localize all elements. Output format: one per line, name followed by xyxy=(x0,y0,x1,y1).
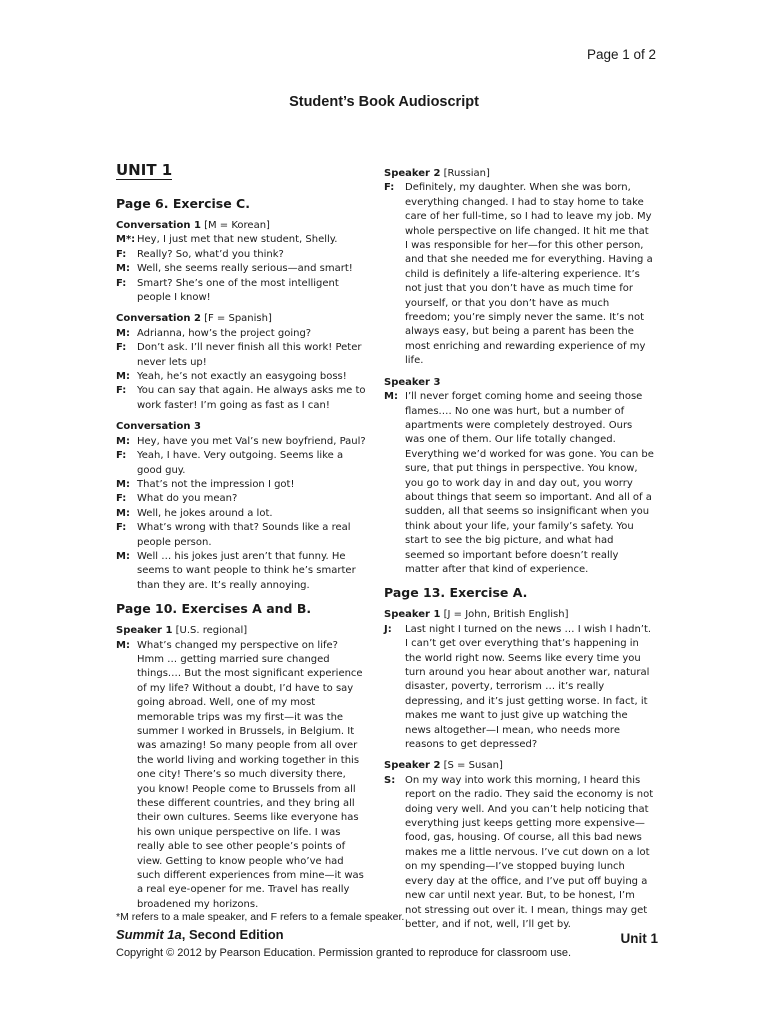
speaker-tag: F: xyxy=(384,182,395,194)
book-edition: , Second Edition xyxy=(181,927,284,942)
dialogue-text: What do you mean? xyxy=(137,493,238,505)
book-title xyxy=(116,927,284,942)
dialogue-text: Last night I turned on the news … I wish I hadn’t. I can’t get over everything that’s happening in the world right now. Seems like every time you turn around you hear about another war, natural disaster, poverty, terrorism … it’s really depressing, and it’s just getting worse. In fact, it makes me want to just give up watching the news altogether—I mean, who needs more reasons to get depressed? xyxy=(405,623,652,751)
speaker-heading-note: [M = Korean] xyxy=(200,220,270,231)
footer-unit-label: Unit 1 xyxy=(620,931,658,946)
dialogue-line xyxy=(384,623,654,753)
speaker-heading-label: Conversation 3 xyxy=(116,421,201,433)
dialogue-text: Yeah, he’s not exactly an easygoing boss! xyxy=(137,371,347,383)
dialogue-line xyxy=(116,384,366,413)
left-column xyxy=(116,160,366,912)
document-title: Student’s Book Audioscript xyxy=(289,94,479,110)
section-heading: Page 13. Exercise A. xyxy=(384,585,528,601)
dialogue-line xyxy=(116,233,366,247)
speaker-tag: F: xyxy=(116,248,127,260)
speaker-heading-label: Speaker 2 xyxy=(384,760,441,772)
dialogue-line xyxy=(116,262,366,276)
dialogue-text: On my way into work this morning, I heard this report on the radio. They said the economy is not doing very well. And you can’t help noticing that everything just keeps getting more expensive—food, gas, housing. Of course, all this bad news makes me a little nervous. I’ve cut down on a lot on my spending—I’ve stopped buying lunch every day at the office, and I’ve put off buying a new car until next year. But, to be honest, I’m not stressing out over it. I mean, things may get better, and if not, well, I’ll get by. xyxy=(405,774,654,930)
speaker-heading-label: Speaker 2 xyxy=(384,168,441,179)
dialogue-line xyxy=(116,639,366,913)
speaker-tag: J: xyxy=(384,623,392,635)
dialogue-line xyxy=(116,435,366,449)
dialogue-text: I’ll never forget coming home and seeing those flames.… No one was hurt, but a number of apartments were completely destroyed. Ours was one of them. Our life totally changed. Everything we’d worked for was gone. You can be sure, that put things in perspective. You know, you go to work day in and day out, you worry about things that seem so important. And all of a sudden, all that seems so insignificant when you think about your life, your family’s safety. You start to see the big picture, and what had seemed so important before doesn’t really matter after that kind of experience. xyxy=(405,391,654,575)
speaker-tag: M*: xyxy=(116,234,136,246)
speaker-tag: M: xyxy=(116,478,130,490)
speaker-heading-label: Conversation 1 xyxy=(116,220,201,231)
book-title-italic: Summit 1a xyxy=(116,927,182,942)
speaker-tag: F: xyxy=(116,342,127,354)
speaker-tag: F: xyxy=(116,522,127,534)
right-column xyxy=(384,160,654,932)
dialogue-line xyxy=(384,390,654,577)
speaker-tag: F: xyxy=(116,493,127,505)
dialogue-line xyxy=(116,507,366,521)
speaker-tag: F: xyxy=(116,385,127,397)
speaker-tag: S: xyxy=(384,774,396,786)
speaker-heading-label: Speaker 1 xyxy=(116,625,173,637)
speaker-tag: F: xyxy=(116,450,127,462)
speaker-heading-note: [U.S. regional] xyxy=(172,625,248,637)
section-heading: Page 6. Exercise C. xyxy=(116,196,250,211)
dialogue-text: What’s changed my perspective on life? Hmm … getting married sure changed things.… But the most significant experience of my life? Without a doubt, I’d have to say going abroad. Well, one of my most memorable trips was my first—it was the summer I worked in Brussels, in Belgium. It was amazing! So many people from all over the world living and working together in this one city! There’s so much diversity there, you know! People come to Brussels from all these different countries, and they bring all their own cultures. Seems like everyone has his own unique perspective on life. I was really able to see other people’s points of view. Getting to know people who’ve had such different experiences from mine—it was a real eye-opener for me. Travel has really broadened my horizons. xyxy=(137,639,364,910)
speaker-heading xyxy=(116,420,366,434)
dialogue-text: That’s not the impression I got! xyxy=(137,478,295,490)
dialogue-text: Well, she seems really serious—and smart! xyxy=(137,263,353,275)
speaker-heading xyxy=(384,759,654,773)
speaker-tag: M: xyxy=(116,435,130,447)
speaker-heading-note: [Russian] xyxy=(440,168,490,179)
dialogue-text: Definitely, my daughter. When she was born, everything changed. I had to stay home to take care of her full-time, so I had to leave my job. My whole perspective on life changed. It hit me that I was responsible for her—for this other person, and that she needed me for everything. Having a child is definitely a life-altering experience. It’s not just that you don’t have as much time for yourself, or that you don’t have as much freedom; you’re simply never the same. It’s not always easy, but being a parent has been the most enriching and rewarding experience of my life. xyxy=(405,182,653,367)
speaker-heading xyxy=(116,219,366,233)
dialogue-text: Hey, have you met Val’s new boyfriend, Paul? xyxy=(137,435,366,447)
unit-heading: UNIT 1 xyxy=(116,161,173,179)
dialogue-text: You can say that again. He always asks me to work faster! I’m going as fast as I can! xyxy=(137,385,366,411)
speaker-heading-label: Speaker 3 xyxy=(384,376,441,388)
speaker-heading-label: Conversation 2 xyxy=(116,313,201,325)
speaker-tag: M: xyxy=(116,371,130,383)
speaker-heading xyxy=(384,608,654,622)
speaker-heading-note: [J = John, British English] xyxy=(440,609,569,621)
speaker-heading-note: [S = Susan] xyxy=(440,760,503,772)
speaker-heading xyxy=(116,312,366,326)
dialogue-text: Don’t ask. I’ll never finish all this work! Peter never lets up! xyxy=(137,342,362,368)
speaker-tag: M: xyxy=(116,550,130,562)
dialogue-text: Well, he jokes around a lot. xyxy=(137,507,273,519)
dialogue-text: Really? So, what’d you think? xyxy=(137,248,284,260)
dialogue-text: Adrianna, how’s the project going? xyxy=(137,327,312,339)
dialogue-line xyxy=(116,478,366,492)
dialogue-line xyxy=(116,449,366,478)
speaker-heading xyxy=(116,624,366,638)
speaker-tag: M: xyxy=(116,327,130,339)
dialogue-line xyxy=(116,341,366,370)
copyright-notice: Copyright © 2012 by Pearson Education. Permission granted to reproduce for classroom use. xyxy=(116,947,572,959)
speaker-tag: M: xyxy=(116,263,130,275)
dialogue-line xyxy=(116,492,366,506)
footnote: *M refers to a male speaker, and F refers to a female speaker. xyxy=(116,911,405,923)
dialogue-line xyxy=(116,327,366,341)
dialogue-text: Well … his jokes just aren’t that funny. He seems to want people to think he’s smarter than they are. It’s really annoying. xyxy=(137,550,356,591)
speaker-heading-note: [F = Spanish] xyxy=(200,313,272,325)
speaker-heading xyxy=(384,167,654,181)
speaker-tag: M: xyxy=(116,507,130,519)
right-column-content xyxy=(384,167,654,932)
dialogue-line xyxy=(116,248,366,262)
page-number: Page 1 of 2 xyxy=(586,47,656,62)
dialogue-line xyxy=(116,370,366,384)
dialogue-text: Hey, I just met that new student, Shelly. xyxy=(137,234,338,246)
dialogue-line xyxy=(116,521,366,550)
dialogue-line xyxy=(384,774,654,932)
dialogue-text: What’s wrong with that? Sounds like a real people person. xyxy=(137,522,351,548)
speaker-heading-label: Speaker 1 xyxy=(384,609,441,621)
speaker-tag: M: xyxy=(384,391,398,403)
dialogue-line xyxy=(384,181,654,368)
section-heading: Page 10. Exercises A and B. xyxy=(116,601,312,617)
speaker-tag: F: xyxy=(116,277,127,289)
speaker-tag: M: xyxy=(116,639,130,651)
dialogue-line xyxy=(116,550,366,593)
speaker-heading xyxy=(384,376,654,390)
left-column-content xyxy=(116,196,366,912)
dialogue-text: Smart? She’s one of the most intelligent people I know! xyxy=(137,277,339,304)
dialogue-text: Yeah, I have. Very outgoing. Seems like a good guy. xyxy=(137,450,344,476)
dialogue-line xyxy=(116,277,366,306)
